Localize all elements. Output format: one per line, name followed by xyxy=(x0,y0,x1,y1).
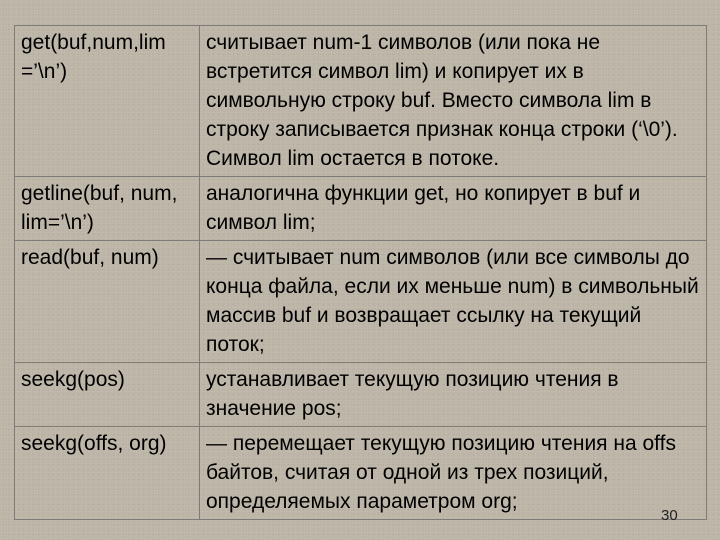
function-name: read(buf, num) xyxy=(15,241,200,363)
table-row xyxy=(15,427,707,520)
function-name: seekg(pos) xyxy=(15,363,200,427)
function-description: аналогична функции get, но копирует в buf и символ lim; xyxy=(200,177,707,241)
table-row xyxy=(15,177,707,241)
function-description: устанавливает текущую позицию чтения в значение pos; xyxy=(200,363,707,427)
table-row xyxy=(15,363,707,427)
function-table xyxy=(14,25,707,520)
function-description: — перемещает текущую позицию чтения на offs байтов, считая от одной из трех позиций, определяемых параметром org; xyxy=(200,427,707,520)
function-description: — считывает num символов (или все символы до конца файла, если их меньше num) в символьный массив buf и возвращает ссылку на текущий поток; xyxy=(200,241,707,363)
function-name: get(buf,num,lim =’\n’) xyxy=(15,26,200,177)
table-row xyxy=(15,241,707,363)
page-number: 30 xyxy=(661,507,678,524)
function-name: getline(buf, num, lim=’\n’) xyxy=(15,177,200,241)
table-row xyxy=(15,26,707,177)
function-name: seekg(offs, org) xyxy=(15,427,200,520)
function-description: считывает num-1 символов (или пока не встретится символ lim) и копирует их в символьную строку buf. Вместо символа lim в строку записывается признак конца строки (‘\0’). Символ lim остается в потоке. xyxy=(200,26,707,177)
